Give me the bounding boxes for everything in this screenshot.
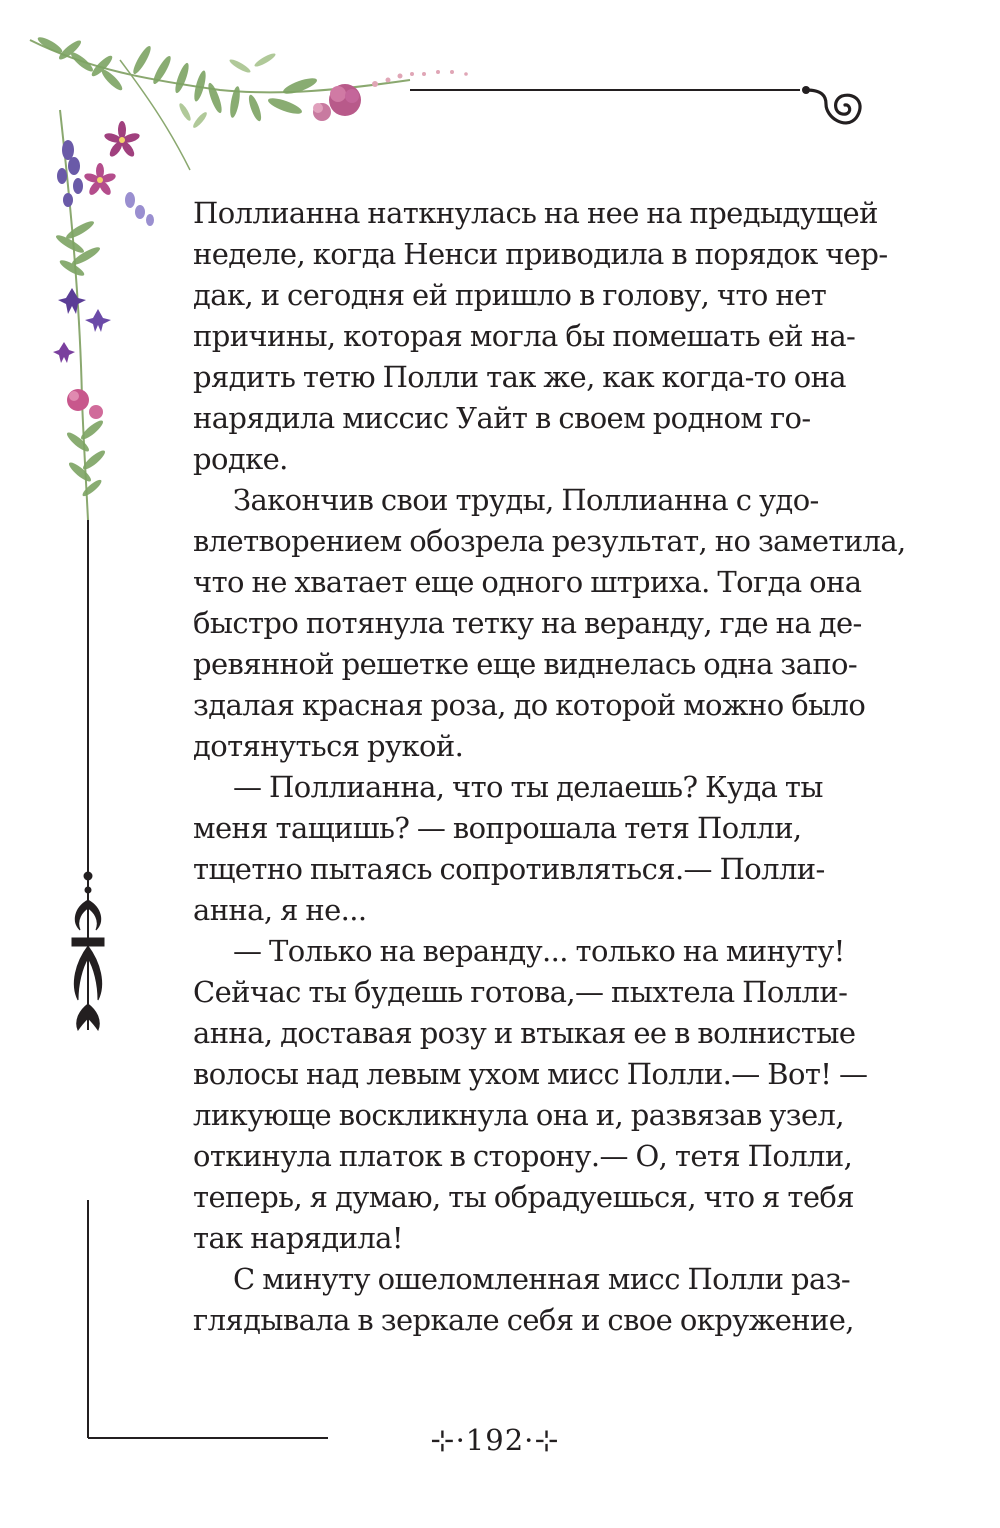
text-line: причины, которая могла бы помешать ей на- [193,319,856,353]
paragraph [193,480,906,767]
violet-flower-icon [83,121,141,197]
text-line: теперь, я думаю, ты обрадуешься, что я тебя [193,1180,854,1214]
fleuron-ornament-icon [72,860,104,1030]
text-line: Закончив свои труды, Поллианна с удо- [233,483,819,517]
paragraph [193,193,888,480]
page-number [430,1418,560,1462]
text-line: так нарядила! [193,1221,403,1255]
text-line: неделе, когда Ненси приводила в порядок чер- [193,237,888,271]
scroll-flourish-icon [806,90,860,123]
paragraph [193,931,868,1259]
text-line: меня тащишь? — вопрошала тетя Полли, [193,811,802,845]
text-line: Поллианна наткнулась на нее на предыдущей [193,196,878,230]
paragraph [193,1259,854,1341]
text-line: рядить тетю Полли так же, как когда-то она [193,360,846,394]
text-line: тщетно пытаясь сопротивляться.— Полли- [193,852,825,886]
text-line: Сейчас ты будешь готова,— пыхтела Полли- [193,975,848,1009]
text-line: нарядила миссис Уайт в своем родном го- [193,401,811,435]
text-line: — Только на веранду... только на минуту! [233,934,845,968]
text-line: С минуту ошеломленная мисс Полли раз- [233,1262,851,1296]
text-line: ликующе воскликнула она и, развязав узел, [193,1098,844,1132]
bellflower-icon [53,288,111,363]
text-line: — Поллианна, что ты делаешь? Куда ты [233,770,823,804]
top-rule [410,86,810,94]
small-clover-icon [67,389,103,419]
text-line: дак, и сегодня ей пришло в голову, что нет [193,278,827,312]
page-number-ornament-left-icon: ⊹ [430,1423,456,1457]
text-line: родке. [193,442,288,476]
text-line: глядывала в зеркале себя и свое окружение, [193,1303,854,1337]
text-line: откинула платок в сторону.— О, тетя Полли, [193,1139,853,1173]
body-text [193,193,906,1341]
text-line: дотянуться рукой. [193,729,464,763]
paragraph [193,767,825,931]
text-line: влетворением обозрела результат, но заметила, [193,524,906,558]
text-line: что не хватает еще одного штриха. Тогда она [193,565,862,599]
text-line: анна, доставая розу и втыкая ее в волнистые [193,1016,856,1050]
page-number-value: ·192· [455,1423,535,1457]
page-number-ornament-right-icon: ⊹ [534,1423,560,1457]
text-line: ревянной решетке еще виднелась одна запо- [193,647,858,681]
text-line: анна, я не... [193,893,367,927]
text-line: быстро потянула тетку на веранду, где на де- [193,606,862,640]
text-line: волосы над левым ухом мисс Полли.— Вот! — [193,1057,868,1091]
text-line: здалая красная роза, до которой можно было [193,688,866,722]
